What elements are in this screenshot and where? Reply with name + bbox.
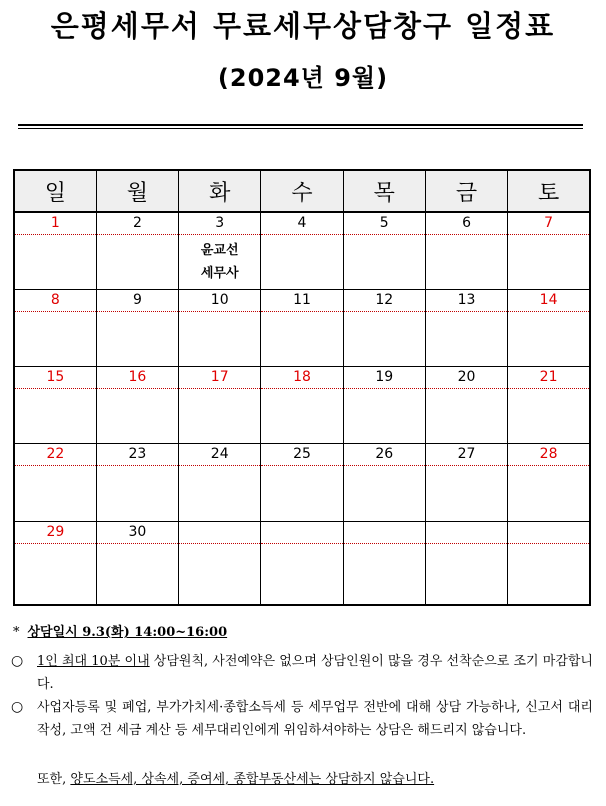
schedule-calendar <box>13 169 591 606</box>
calendar-week-row <box>14 444 590 521</box>
calendar-day-cell <box>179 444 261 521</box>
weekday-header: 토 <box>508 170 590 212</box>
calendar-day-cell <box>343 290 425 367</box>
schedule-info <box>13 621 227 640</box>
calendar-day-cell <box>179 212 261 290</box>
calendar-day-cell <box>14 290 96 367</box>
calendar-day-number: 15 <box>15 367 96 389</box>
calendar-day-number: 1 <box>15 213 96 235</box>
calendar-day-number: 13 <box>426 290 507 312</box>
calendar-week-row <box>14 521 590 605</box>
notice-item-2 <box>11 696 593 742</box>
page-title: 은평세무서 무료세무상담창구 일정표 <box>50 9 556 43</box>
calendar-day-number <box>508 522 589 544</box>
notice-1-text: 상담원칙, 사전예약은 없으며 상담인원이 많을 경우 선착순으로 조기 마감합니다. <box>37 654 593 692</box>
calendar-day-number: 25 <box>261 444 342 466</box>
calendar-day-number: 30 <box>97 522 178 544</box>
calendar-day-number <box>179 522 260 544</box>
title-divider-thick <box>18 124 583 126</box>
calendar-day-cell <box>179 521 261 605</box>
title-divider-thin <box>18 128 583 129</box>
consultant-title: 세무사 <box>200 266 239 281</box>
weekday-header: 월 <box>96 170 178 212</box>
calendar-day-number: 2 <box>97 213 178 235</box>
calendar-day-cell <box>14 367 96 444</box>
calendar-week-row <box>14 367 590 444</box>
calendar-day-cell <box>96 290 178 367</box>
notice-2-text: 사업자등록 및 폐업, 부가가치세·종합소득세 등 세무업무 전반에 대해 상담 가능하나, 신고서 대리작성, 고액 건 세금 계산 등 세무대리인에게 위임하셔야하는 상담은 해드리지 않습니다. <box>37 700 593 738</box>
calendar-day-number: 23 <box>97 444 178 466</box>
calendar-day-cell <box>343 367 425 444</box>
calendar-day-number: 24 <box>179 444 260 466</box>
consultant-note <box>179 239 260 285</box>
calendar-day-number: 18 <box>261 367 342 389</box>
calendar-day-cell <box>425 212 507 290</box>
calendar-day-number: 3 <box>179 213 260 235</box>
notice-item-3 <box>37 768 434 791</box>
calendar-day-cell <box>14 212 96 290</box>
calendar-day-cell <box>96 521 178 605</box>
calendar-day-cell <box>343 444 425 521</box>
calendar-day-number: 4 <box>261 213 342 235</box>
calendar-day-cell <box>261 521 343 605</box>
circle-bullet-icon: ○ <box>11 699 24 715</box>
circle-bullet-icon: ○ <box>11 653 24 669</box>
calendar-day-cell <box>96 212 178 290</box>
calendar-week-row <box>14 212 590 290</box>
calendar-day-number: 5 <box>344 213 425 235</box>
calendar-day-number: 22 <box>15 444 96 466</box>
calendar-day-number: 20 <box>426 367 507 389</box>
calendar-day-number: 7 <box>508 213 589 235</box>
calendar-day-number: 9 <box>97 290 178 312</box>
calendar-day-cell <box>96 444 178 521</box>
calendar-day-cell <box>261 290 343 367</box>
calendar-day-cell <box>508 521 590 605</box>
calendar-day-number: 27 <box>426 444 507 466</box>
calendar-day-number: 17 <box>179 367 260 389</box>
calendar-day-cell <box>425 290 507 367</box>
calendar-day-number: 26 <box>344 444 425 466</box>
calendar-day-cell <box>508 444 590 521</box>
calendar-day-cell <box>425 521 507 605</box>
notice-3-emphasis: 양도소득세, 상속세, 증여세, 종합부동산세는 상담하지 않습니다. <box>70 772 435 787</box>
calendar-day-cell <box>261 212 343 290</box>
calendar-day-cell <box>261 444 343 521</box>
calendar-day-number: 28 <box>508 444 589 466</box>
calendar-day-cell <box>343 212 425 290</box>
notice-3-prefix: 또한, <box>37 772 71 787</box>
calendar-day-number: 19 <box>344 367 425 389</box>
calendar-day-cell <box>508 367 590 444</box>
calendar-day-cell <box>425 367 507 444</box>
schedule-text: 상담일시 9.3(화) 14:00~16:00 <box>27 625 228 640</box>
calendar-day-number: 11 <box>261 290 342 312</box>
weekday-header: 목 <box>343 170 425 212</box>
weekday-header: 화 <box>179 170 261 212</box>
weekday-header: 금 <box>425 170 507 212</box>
schedule-marker: * <box>13 625 20 640</box>
calendar-day-number: 21 <box>508 367 589 389</box>
calendar-day-number: 16 <box>97 367 178 389</box>
calendar-day-number: 14 <box>508 290 589 312</box>
calendar-day-cell <box>261 367 343 444</box>
weekday-header: 수 <box>261 170 343 212</box>
calendar-day-number <box>261 522 342 544</box>
calendar-day-cell <box>343 521 425 605</box>
calendar-day-number: 8 <box>15 290 96 312</box>
page-subtitle: (2024년 9월) <box>217 64 389 92</box>
calendar-day-number <box>344 522 425 544</box>
calendar-day-number <box>426 522 507 544</box>
calendar-week-row <box>14 290 590 367</box>
calendar-day-number: 12 <box>344 290 425 312</box>
notice-item-1 <box>11 650 593 696</box>
calendar-day-cell <box>14 444 96 521</box>
weekday-header: 일 <box>14 170 96 212</box>
calendar-day-cell <box>96 367 178 444</box>
calendar-day-cell <box>179 367 261 444</box>
calendar-day-cell <box>508 212 590 290</box>
consultant-name: 윤교선 <box>200 243 239 258</box>
weekday-header-row <box>14 170 590 212</box>
calendar-day-cell <box>14 521 96 605</box>
calendar-day-cell <box>425 444 507 521</box>
calendar-day-number: 29 <box>15 522 96 544</box>
notice-1-emphasis: 1인 최대 10분 이내 <box>37 654 150 669</box>
calendar-day-cell <box>508 290 590 367</box>
calendar-day-number: 10 <box>179 290 260 312</box>
calendar-day-cell <box>179 290 261 367</box>
calendar-day-number: 6 <box>426 213 507 235</box>
